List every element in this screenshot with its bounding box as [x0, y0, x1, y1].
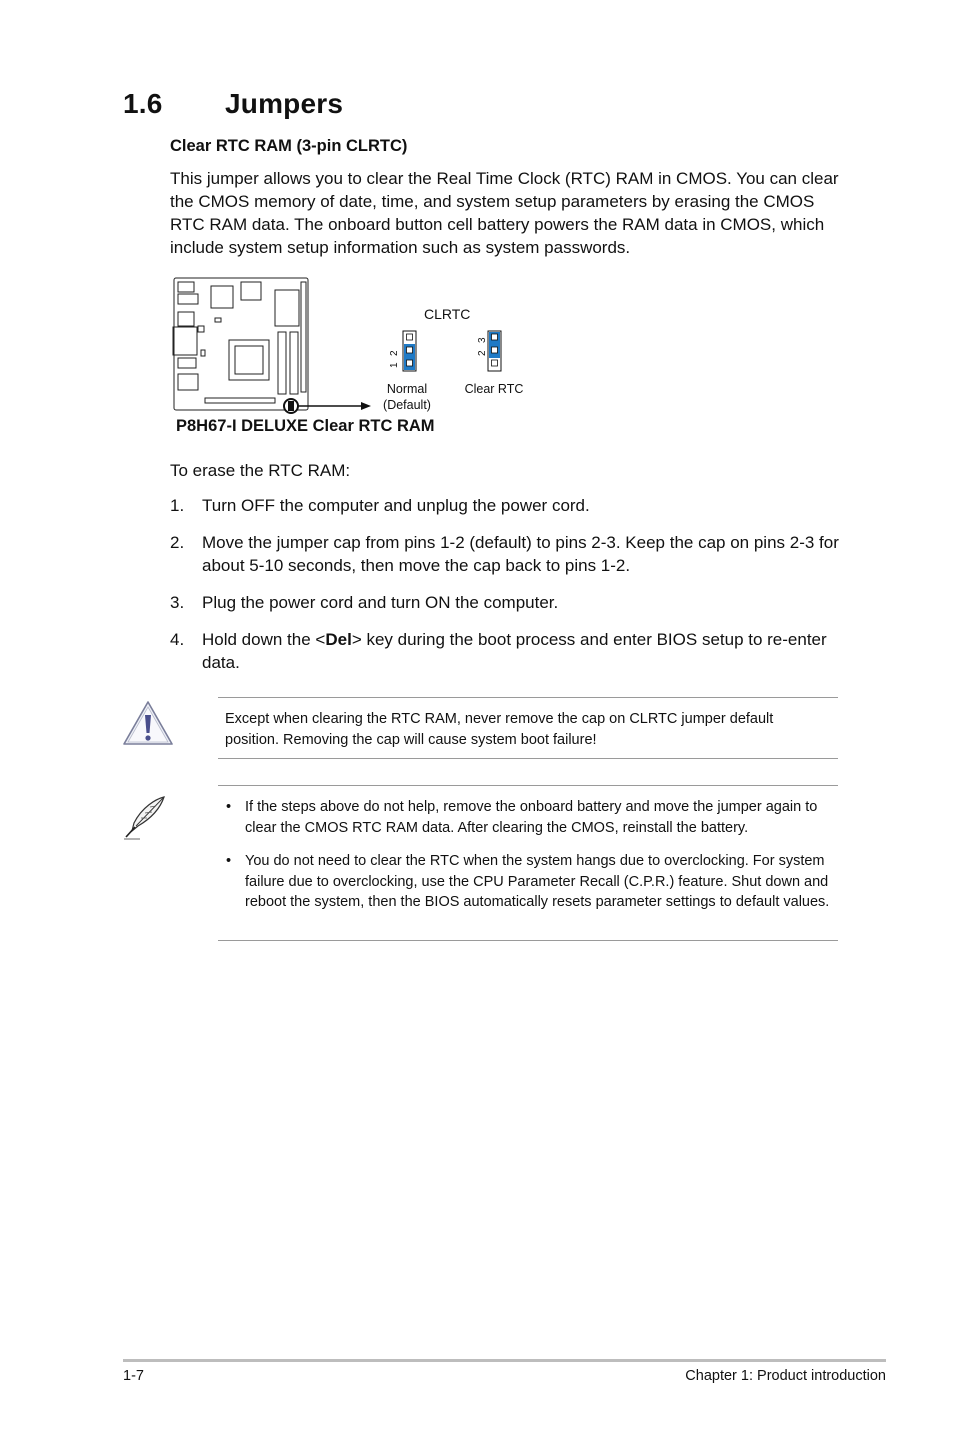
step-text-post: > key during the boot process and enter BIOS setup to re-enter data.	[202, 630, 827, 672]
note-bullet: •	[226, 853, 232, 869]
warning-text: Except when clearing the RTC RAM, never remove the cap on CLRTC jumper default position. Removing the cap will cause system boot failure!	[225, 711, 774, 748]
section-heading: Jumpers	[225, 88, 344, 119]
quill-pen-icon	[120, 793, 170, 843]
step-number: 2.	[170, 533, 185, 552]
procedure-lead: To erase the RTC RAM:	[170, 461, 351, 480]
subheading: Clear RTC RAM (3-pin CLRTC)	[170, 137, 408, 155]
note-item	[225, 797, 840, 838]
clear-pin-2: 2	[477, 350, 488, 356]
note-text: You do not need to clear the RTC when the system hangs due to overclocking. For system failure due to overclocking, use the CPU Parameter Recall (C.P.R.) feature. Shut down and reboot the system, then the BIOS automatically resets parameter settings to default values.	[245, 853, 830, 910]
jumper-clear-rtc	[488, 331, 501, 371]
step-number: 3.	[170, 593, 185, 612]
note-item	[225, 851, 840, 913]
step-item	[170, 531, 850, 577]
intro-paragraph: This jumper allows you to clear the Real Time Clock (RTC) RAM in CMOS. You can clear the CMOS memory of date, time, and system setup parameters by erasing the CMOS RTC RAM data. The onboard button cell battery powers the RAM data in CMOS, which include system setup information such as system passwords.	[170, 169, 839, 257]
section-title	[123, 88, 343, 120]
step-item	[170, 628, 850, 674]
diagram-caption: P8H67-I DELUXE Clear RTC RAM	[176, 417, 435, 435]
clrtc-diagram	[165, 272, 545, 422]
note-top-rule	[218, 785, 838, 786]
clear-rtc-label: Clear RTC	[464, 382, 524, 396]
normal-pin-1: 1	[389, 362, 400, 368]
motherboard-layout	[173, 278, 308, 410]
step-text-pre: Hold down the <	[202, 630, 326, 649]
note-text: If the steps above do not help, remove the onboard battery and move the jumper again to clear the CMOS RTC RAM data. After clearing the CMOS, reinstall the battery.	[245, 799, 818, 836]
procedure-steps	[170, 494, 850, 688]
del-key: Del	[325, 630, 352, 649]
section-number: 1.6	[123, 88, 163, 119]
page-number: 1-7	[123, 1368, 144, 1384]
step-number: 1.	[170, 496, 185, 515]
clrtc-label: CLRTC	[424, 306, 471, 322]
note-bullet: •	[226, 799, 232, 815]
step-item	[170, 494, 850, 517]
jumper-normal	[403, 331, 416, 371]
step-text: Move the jumper cap from pins 1-2 (default) to pins 2-3. Keep the cap on pins 2-3 for about 5-10 seconds, then move the cap back to pins 1-2.	[202, 533, 839, 575]
chapter-title: Chapter 1: Product introduction	[685, 1368, 886, 1384]
note-list	[225, 797, 840, 926]
normal-label: Normal	[386, 382, 428, 396]
normal-pin-2: 2	[389, 350, 400, 356]
warning-triangle-icon	[122, 700, 174, 746]
clear-pin-3: 3	[477, 337, 488, 343]
step-text: Plug the power cord and turn ON the computer.	[202, 593, 559, 612]
default-label: (Default)	[383, 398, 431, 412]
note-bottom-rule	[218, 940, 838, 941]
warning-top-rule	[218, 697, 838, 698]
step-item	[170, 591, 850, 614]
step-text: Turn OFF the computer and unplug the power cord.	[202, 496, 590, 515]
warning-bottom-rule	[218, 758, 838, 759]
step-number: 4.	[170, 630, 185, 649]
footer-rule	[123, 1359, 886, 1362]
